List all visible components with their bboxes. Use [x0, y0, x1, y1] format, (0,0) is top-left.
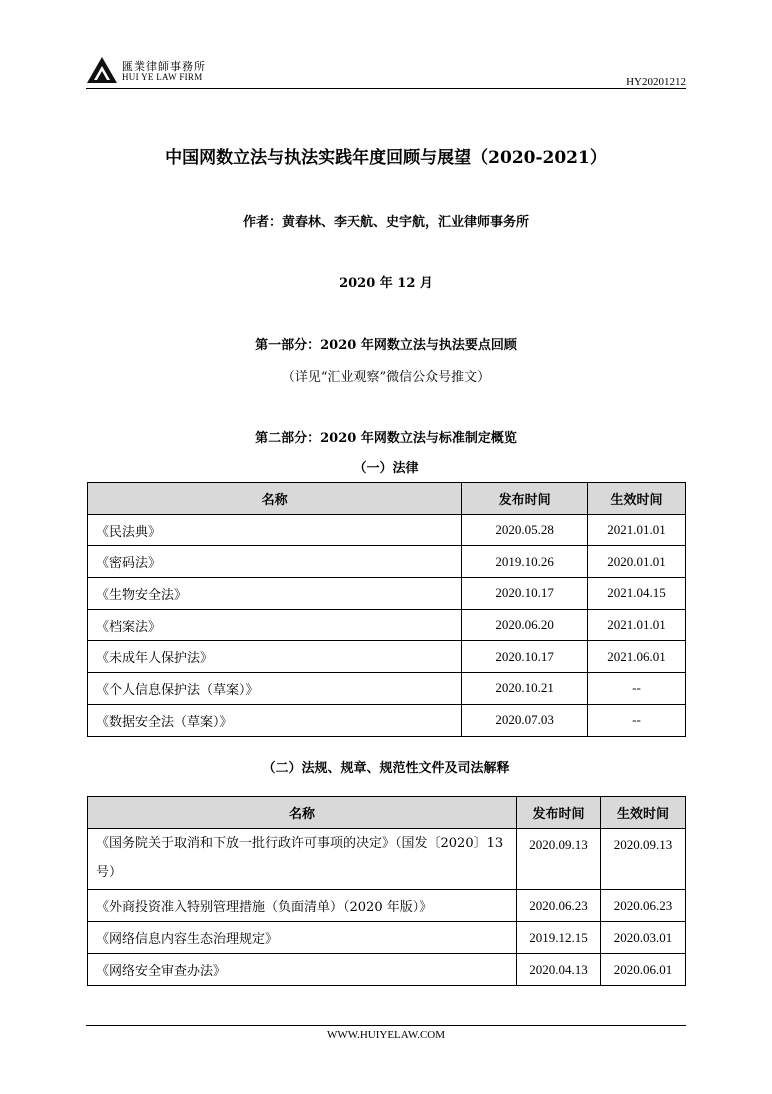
law-effective-date: 2021.01.01 — [588, 609, 686, 641]
regulation-effective-date: 2020.06.23 — [601, 890, 686, 922]
law-effective-date: 2021.01.01 — [588, 514, 686, 546]
law-published-date: 2020.10.17 — [462, 578, 588, 610]
table-row — [88, 546, 686, 578]
column-header-name: 名称 — [88, 797, 517, 829]
law-name: 《民法典》 — [88, 514, 462, 546]
table-row — [88, 578, 686, 610]
law-name: 《未成年人保护法》 — [88, 641, 462, 673]
regulation-effective-date: 2020.06.01 — [601, 954, 686, 986]
page-header — [86, 52, 686, 88]
column-header-effective: 生效时间 — [588, 483, 686, 515]
regulation-published-date: 2020.04.13 — [517, 954, 601, 986]
regulation-effective-date: 2020.03.01 — [601, 922, 686, 954]
regulation-name: 《国务院关于取消和下放一批行政许可事项的决定》（国发〔2020〕13 号） — [88, 829, 517, 890]
law-effective-date: 2021.04.15 — [588, 578, 686, 610]
part-two-heading: 第二部分：2020 年网数立法与标准制定概览 — [255, 431, 517, 446]
authors-line: 作者：黄春林、李天航、史宇航，汇业律师事务所 — [242, 215, 529, 230]
regulation-name: 《外商投资准入特别管理措施（负面清单）（2020 年版）》 — [88, 890, 517, 922]
regulation-name: 《网络安全审查办法》 — [88, 954, 517, 986]
law-published-date: 2020.10.17 — [462, 641, 588, 673]
regulation-published-date: 2020.06.23 — [517, 890, 601, 922]
law-effective-date: -- — [588, 704, 686, 736]
table-row — [88, 922, 686, 954]
law-published-date: 2020.07.03 — [462, 704, 588, 736]
regulation-published-date: 2019.12.15 — [517, 922, 601, 954]
table-header-row — [88, 797, 686, 829]
law-name: 《个人信息保护法（草案）》 — [88, 673, 462, 705]
header-divider — [86, 88, 686, 89]
regulation-name: 《网络信息内容生态治理规定》 — [88, 922, 517, 954]
document-date: 2020 年 12 月 — [339, 276, 433, 291]
table-row — [88, 609, 686, 641]
table-row — [88, 514, 686, 546]
firm-name-cn: 匯業律師事務所 — [122, 60, 206, 73]
table-row — [88, 890, 686, 922]
footer-divider — [86, 1025, 686, 1026]
column-header-effective: 生效时间 — [601, 797, 686, 829]
firm-logo-icon — [86, 56, 118, 88]
table-row — [88, 673, 686, 705]
regulation-effective-date: 2020.09.13 — [601, 829, 686, 890]
firm-name-en: HUI YE LAW FIRM — [122, 72, 203, 82]
law-effective-date: 2020.01.01 — [588, 546, 686, 578]
law-published-date: 2020.10.21 — [462, 673, 588, 705]
document-title: 中国网数立法与执法实践年度回顾与展望（2020-2021） — [165, 148, 607, 168]
law-published-date: 2019.10.26 — [462, 546, 588, 578]
regulation-published-date: 2020.09.13 — [517, 829, 601, 890]
laws-table — [87, 482, 686, 737]
part-one-note: （详见“汇业观察”微信公众号推文） — [281, 370, 491, 385]
table-header-row — [88, 483, 686, 515]
table-row — [88, 641, 686, 673]
column-header-name: 名称 — [88, 483, 462, 515]
law-name: 《档案法》 — [88, 609, 462, 641]
column-header-published: 发布时间 — [462, 483, 588, 515]
footer-website: WWW.HUIYELAW.COM — [326, 1029, 446, 1041]
law-name: 《生物安全法》 — [88, 578, 462, 610]
table-row — [88, 704, 686, 736]
document-code: HY20201212 — [626, 76, 686, 88]
laws-section-heading: （一）法律 — [353, 461, 419, 476]
law-name: 《密码法》 — [88, 546, 462, 578]
law-name: 《数据安全法（草案）》 — [88, 704, 462, 736]
column-header-published: 发布时间 — [517, 797, 601, 829]
law-published-date: 2020.05.28 — [462, 514, 588, 546]
part-one-heading: 第一部分：2020 年网数立法与执法要点回顾 — [255, 338, 517, 353]
law-effective-date: -- — [588, 673, 686, 705]
regulations-section-heading: （二）法规、规章、规范性文件及司法解释 — [262, 761, 510, 776]
law-published-date: 2020.06.20 — [462, 609, 588, 641]
table-row — [88, 954, 686, 986]
table-row — [88, 829, 686, 890]
law-effective-date: 2021.06.01 — [588, 641, 686, 673]
regulations-table — [87, 796, 686, 986]
